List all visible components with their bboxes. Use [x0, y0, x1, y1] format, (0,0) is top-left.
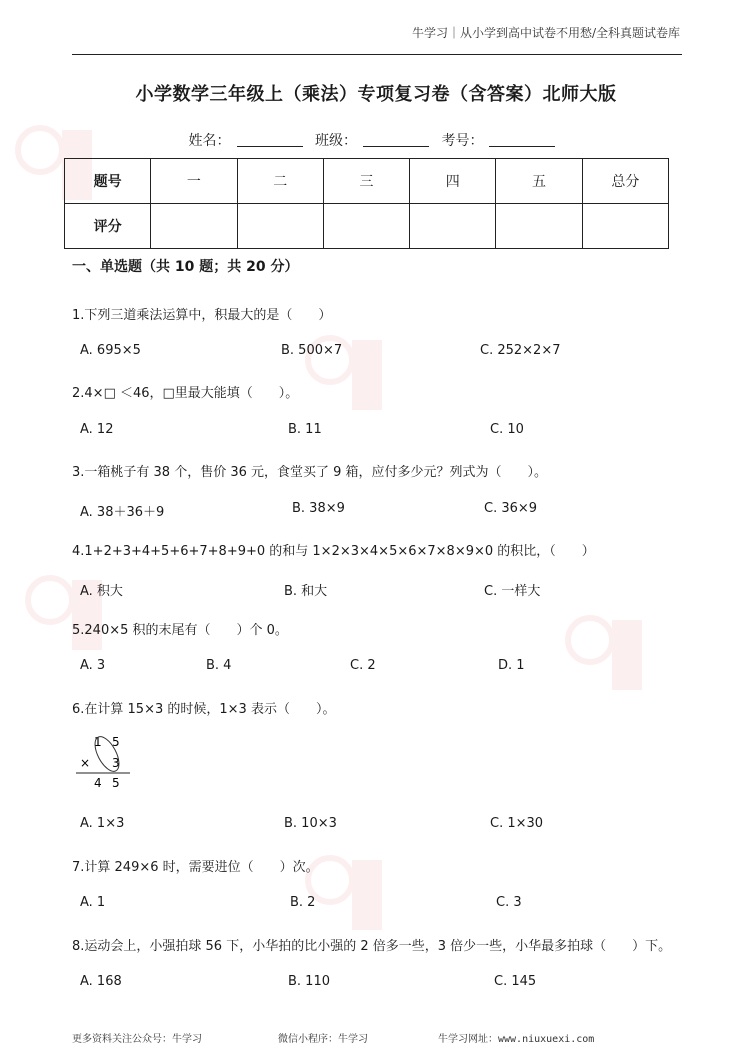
option-a[interactable]: A. 168	[80, 974, 122, 989]
score-table-cell: 二	[237, 159, 323, 204]
option-b[interactable]: B. 11	[288, 422, 322, 437]
option-b[interactable]: B. 和大	[284, 584, 328, 599]
figure-digit: 5	[112, 735, 120, 749]
score-table-cell: 五	[496, 159, 582, 204]
exam-no-blank[interactable]	[489, 146, 555, 147]
option-a[interactable]: A. 1	[80, 895, 106, 910]
score-table-cell: 三	[323, 159, 409, 204]
option-c[interactable]: C. 145	[494, 974, 537, 989]
class-label: 班级：	[315, 133, 357, 149]
option-c[interactable]: C. 36×9	[484, 501, 538, 516]
option-c[interactable]: C. 一样大	[484, 584, 541, 599]
option-b[interactable]: B. 4	[206, 658, 232, 673]
section-heading: 一、单选题（共 10 题；共 20 分）	[72, 259, 299, 275]
watermark-logo-icon	[560, 600, 650, 710]
score-table-cell: 四	[410, 159, 496, 204]
figure-digit: 1	[94, 735, 102, 749]
option-d[interactable]: D. 1	[498, 658, 525, 673]
question-stem: 4.1+2+3+4+5+6+7+8+9+0 的和与 1×2×3×4×5×6×7×8×9×0 的积比，（ ）	[72, 544, 595, 559]
option-b[interactable]: B. 38×9	[292, 501, 345, 516]
option-c[interactable]: C. 1×30	[490, 816, 544, 831]
header-divider	[72, 54, 682, 55]
score-table	[64, 158, 669, 249]
question-stem: 7.计算 249×6 时，需要进位（ ）次。	[72, 860, 319, 875]
option-a[interactable]: A. 3	[80, 658, 106, 673]
option-b[interactable]: B. 10×3	[284, 816, 337, 831]
figure-digit: 4	[94, 776, 102, 790]
watermark-logo-icon	[300, 320, 390, 430]
header-note: 牛学习｜从小学到高中试卷不用愁/全科真题试卷库	[411, 26, 680, 40]
score-entry-cell[interactable]	[582, 204, 668, 249]
score-entry-cell[interactable]	[237, 204, 323, 249]
option-a[interactable]: A. 38＋36＋9	[80, 505, 165, 520]
name-blank[interactable]	[237, 146, 303, 147]
question-stem: 8.运动会上，小强拍球 56 下，小华拍的比小强的 2 倍多一些，3 倍少一些，小华最多拍球（ ）下。	[72, 939, 672, 954]
vertical-multiplication-figure	[74, 730, 134, 792]
option-a[interactable]: A. 1×3	[80, 816, 125, 831]
score-table-cell: 评分	[65, 204, 151, 249]
score-table-score-row	[65, 204, 669, 249]
question-stem: 3.一箱桃子有 38 个，售价 36 元，食堂买了 9 箱，应付多少元？列式为（ ）。	[72, 465, 548, 480]
question-stem: 6.在计算 15×3 的时候，1×3 表示（ ）。	[72, 702, 336, 717]
footer-wechat-account: 更多资料关注公众号：牛学习	[72, 1034, 202, 1045]
figure-times-sign: ×	[80, 756, 91, 770]
exam-no-label: 考号：	[441, 133, 484, 149]
figure-digit: 3	[112, 756, 120, 770]
option-a[interactable]: A. 12	[80, 422, 114, 437]
option-c[interactable]: C. 2	[350, 658, 376, 673]
score-table-cell: 一	[151, 159, 237, 204]
score-entry-cell[interactable]	[496, 204, 582, 249]
footer-website-label: 牛学习网址：	[438, 1034, 498, 1045]
option-a[interactable]: A. 积大	[80, 584, 123, 599]
question-stem: 2.4×□ ＜46，□里最大能填（ ）。	[72, 386, 299, 401]
student-info-line	[0, 130, 752, 150]
score-table-cell: 题号	[65, 159, 151, 204]
score-entry-cell[interactable]	[410, 204, 496, 249]
option-b[interactable]: B. 110	[288, 974, 330, 989]
score-entry-cell[interactable]	[151, 204, 237, 249]
question-stem: 1.下列三道乘法运算中，积最大的是（ ）	[72, 308, 332, 323]
class-blank[interactable]	[363, 146, 429, 147]
footer-mini-program: 微信小程序：牛学习	[278, 1034, 368, 1045]
score-table-cell: 总分	[582, 159, 668, 204]
option-b[interactable]: B. 500×7	[281, 343, 343, 358]
score-entry-cell[interactable]	[323, 204, 409, 249]
question-stem: 5.240×5 积的末尾有（ ）个 0。	[72, 623, 288, 638]
option-a[interactable]: A. 695×5	[80, 343, 141, 358]
footer-website-link[interactable]: www.niuxuexi.com	[498, 1034, 595, 1045]
option-c[interactable]: C. 3	[496, 895, 522, 910]
name-label: 姓名：	[188, 133, 231, 149]
figure-digit: 5	[112, 776, 120, 790]
footer-website	[438, 1030, 594, 1045]
option-c[interactable]: C. 252×2×7	[480, 343, 561, 358]
watermark-logo-icon	[20, 560, 110, 670]
score-table-header-row	[65, 159, 669, 204]
option-c[interactable]: C. 10	[490, 422, 524, 437]
option-b[interactable]: B. 2	[290, 895, 316, 910]
page-title: 小学数学三年级上（乘法）专项复习卷（含答案）北师大版	[135, 84, 617, 105]
